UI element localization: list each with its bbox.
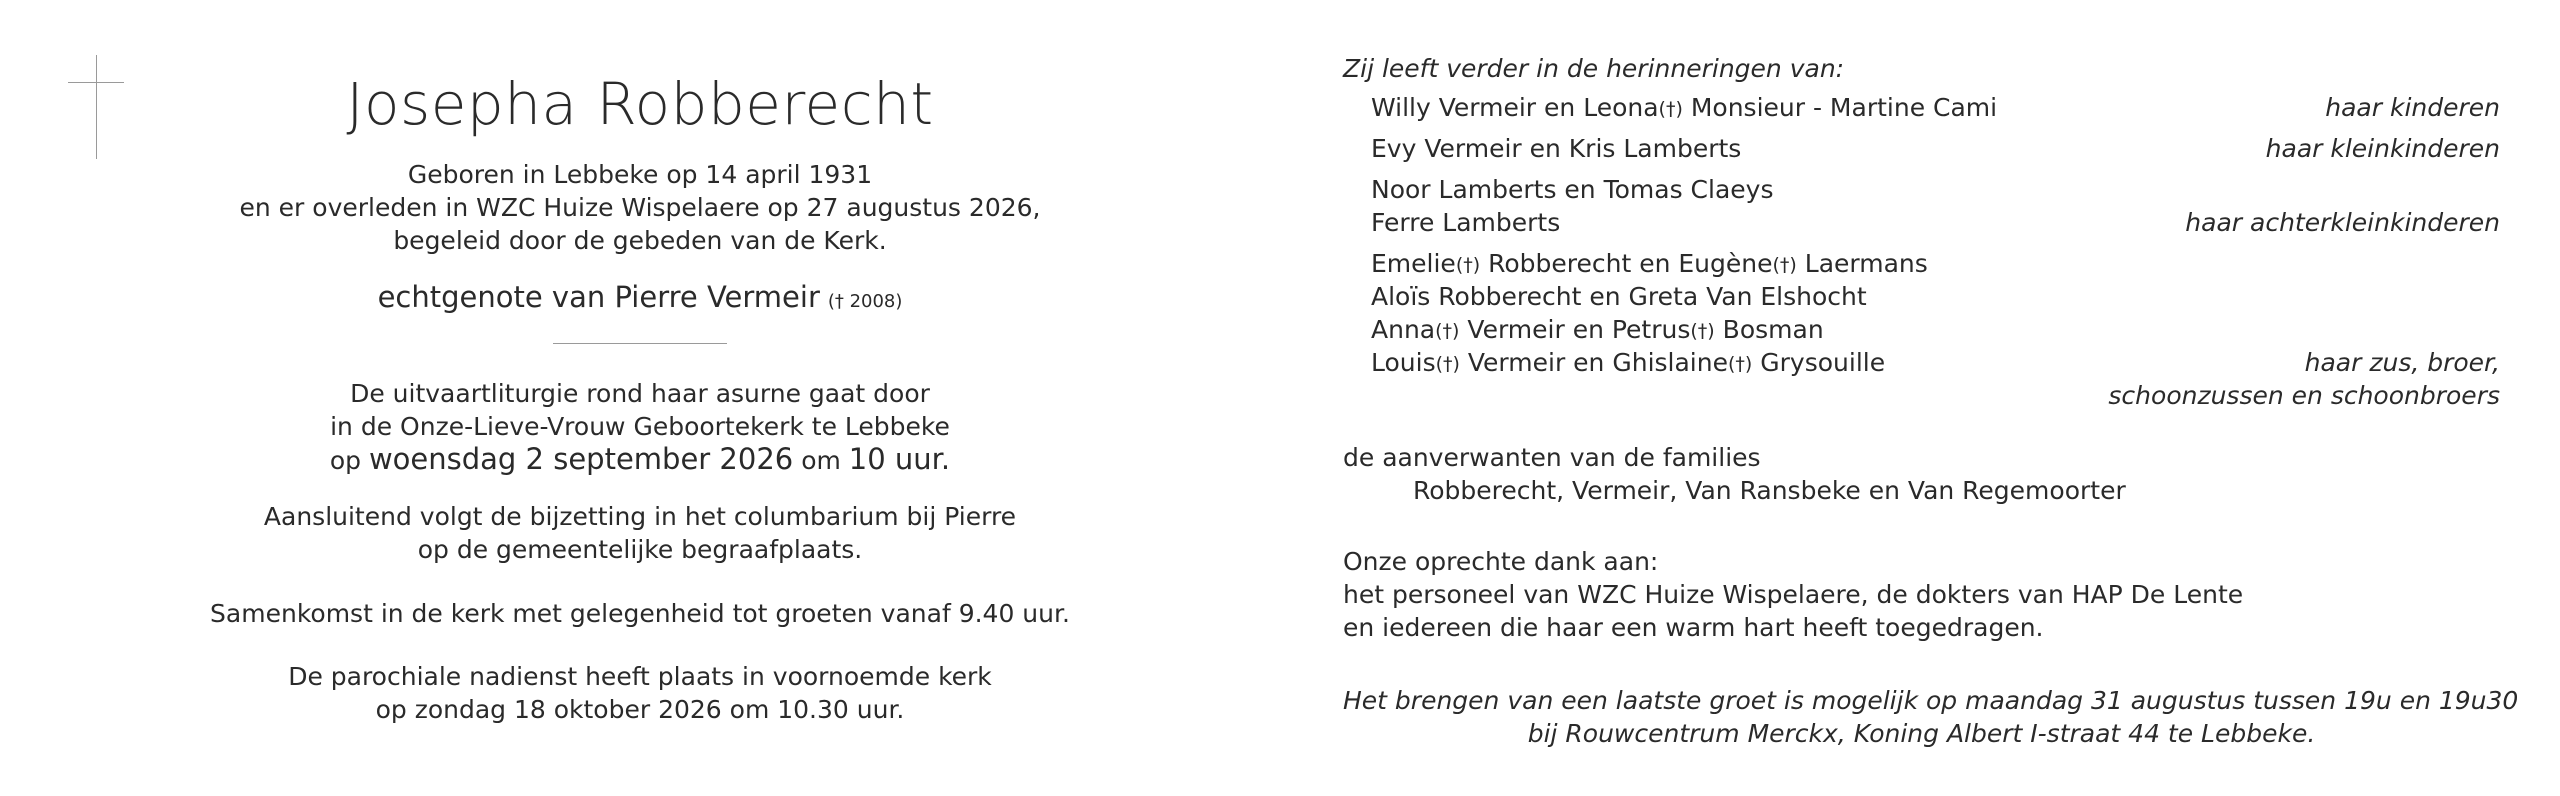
visit-block: Het brengen van een laatste groet is mogelijk op maandag 31 augustus tussen 19u en 19u30 bij Rouwcentrum Merckx, Koning Albert I-straat 44 te Lebbeke. bbox=[1343, 686, 2519, 748]
birth-line-1: Geboren in Lebbeke op 14 april 1931 bbox=[407, 160, 873, 189]
gathering-line: Samenkomst in de kerk met gelegenheid tot groeten vanaf 9.40 uur. bbox=[210, 599, 1070, 628]
mass-line-2: op zondag 18 oktober 2026 om 10.30 uur. bbox=[375, 695, 905, 724]
birth-line-3: begeleid door de gebeden van de Kerk. bbox=[393, 226, 887, 255]
funeral-line-3: op woensdag 2 september 2026 om 10 uur. bbox=[329, 442, 951, 476]
role-grandchildren: haar kleinkinderen bbox=[2265, 134, 2500, 163]
funeral-time: 10 uur. bbox=[848, 442, 951, 476]
siblings-block: Emelie(†) Robberecht en Eugène(†) Laermans Aloïs Robberecht en Greta Van Elshocht Anna(†) Vermeir en Petrus(†) Bosman Louis(†) Vermeir en Ghislaine(†) Grysouille haar zus, broer, schoonzussen en schoonbroers bbox=[1371, 249, 2500, 410]
funeral-line-2: in de Onze-Lieve-Vrouw Geboortekerk te Lebbeke bbox=[330, 412, 950, 441]
burial-line-2: op de gemeentelijke begraafplaats. bbox=[417, 535, 863, 564]
role-great-grandchildren: haar achterkleinkinderen bbox=[2185, 208, 2500, 237]
mass-line-1: De parochiale nadienst heeft plaats in voornoemde kerk bbox=[288, 662, 992, 691]
burial-block bbox=[115, 500, 1165, 566]
role-children: haar kinderen bbox=[2325, 93, 2500, 122]
birth-line-2: en er overleden in WZC Huize Wispelaere op 27 augustus 2026, bbox=[239, 193, 1041, 222]
deceased-name: Josepha Robberecht bbox=[346, 70, 934, 138]
memory-intro: Zij leeft verder in de herinneringen van: bbox=[1343, 54, 1845, 83]
relatives-block: de aanverwanten van de families Robberecht, Vermeir, Van Ransbeke en Van Regemoorter bbox=[1343, 443, 2126, 505]
spouse-line bbox=[115, 281, 1165, 318]
grandchildren-row: Evy Vermeir en Kris Lamberts haar kleinkinderen bbox=[1371, 134, 2500, 163]
role-siblings-1: haar zus, broer, bbox=[2304, 348, 2500, 377]
birth-death-block bbox=[115, 158, 1165, 257]
children-row: Willy Vermeir en Leona(†) Monsieur - Martine Cami haar kinderen bbox=[1371, 93, 2500, 122]
thanks-block: Onze oprechte dank aan: het personeel van WZC Huize Wispelaere, de dokters van HAP De Lente en iedereen die haar een warm hart heeft toegedragen. bbox=[1343, 547, 2244, 642]
funeral-line-1: De uitvaartliturgie rond haar asurne gaat door bbox=[350, 379, 930, 408]
spouse-note: († 2008) bbox=[827, 291, 903, 312]
great-grandchildren-block: Noor Lamberts en Tomas Claeys Ferre Lamberts haar achterkleinkinderen bbox=[1371, 175, 2500, 237]
funeral-date: woensdag 2 september 2026 bbox=[368, 442, 794, 476]
divider-line bbox=[553, 343, 727, 344]
spouse-text: echtgenote van Pierre Vermeir bbox=[377, 280, 820, 314]
funeral-block bbox=[115, 377, 1165, 477]
burial-line-1: Aansluitend volgt de bijzetting in het columbarium bij Pierre bbox=[263, 502, 1017, 531]
mass-block bbox=[115, 660, 1165, 726]
role-siblings-2: schoonzussen en schoonbroers bbox=[2108, 381, 2500, 410]
